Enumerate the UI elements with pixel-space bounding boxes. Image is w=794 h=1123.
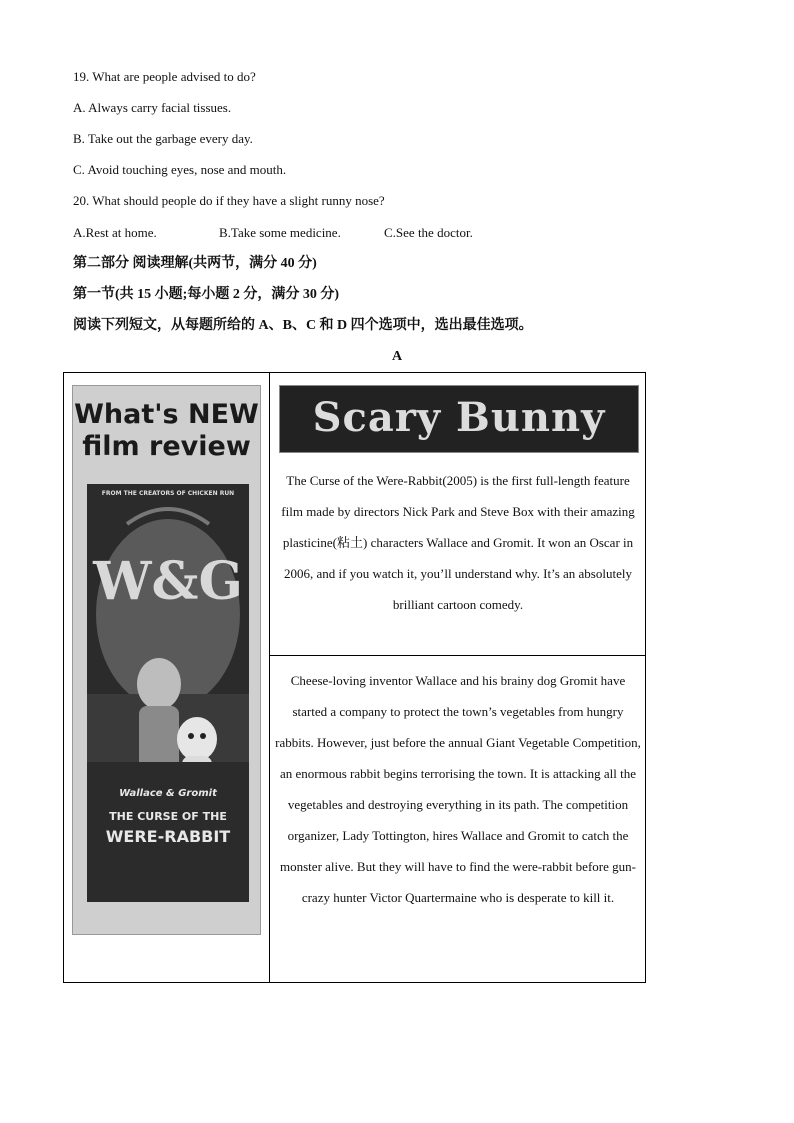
q19-option-c: C. Avoid touching eyes, nose and mouth. (73, 162, 287, 177)
poster-artwork (87, 484, 249, 902)
poster-brand: Wallace & Gromit (119, 788, 217, 799)
instruction: 阅读下列短文，从每题所给的 A、B、C 和 D 四个选项中，选出最佳选项。 (73, 318, 533, 333)
q20-option-c: C.See the doctor. (384, 225, 473, 240)
q19-stem: 19. What are people advised to do? (73, 69, 256, 84)
table-divider-horizontal (270, 655, 645, 656)
table-divider-vertical (269, 373, 270, 982)
scary-bunny-banner (279, 385, 639, 453)
part-heading: 第二部分 阅读理解(共两节，满分 40 分) (73, 256, 317, 271)
intro-paragraph: The Curse of the Were-Rabbit(2005) is the first full-length feature film made by directors Nick Park and Steve Box with their amazing plasticine(粘土) characters Wallace and Gromit. It won an Oscar in 2006, and if you watch it, you’ll understand why. It’s an absolutely brilliant cartoon comedy. (281, 473, 635, 612)
q20-option-b: B.Take some medicine. (219, 225, 341, 240)
q20-option-a: A.Rest at home. (73, 225, 157, 240)
q20-stem: 20. What should people do if they have a slight runny nose? (73, 193, 385, 208)
subsection-heading: 第一节(共 15 小题;每小题 2 分，满分 30 分) (73, 287, 339, 302)
q19-option-b: B. Take out the garbage every day. (73, 131, 253, 146)
poster-logo: W&G (93, 551, 243, 612)
movie-poster (72, 385, 261, 935)
poster-credit: FROM THE CREATORS OF CHICKEN RUN (101, 490, 235, 497)
passage-letter: A (391, 349, 403, 364)
banner-title: Scary Bunny (312, 394, 606, 441)
poster-movie-line1: THE CURSE OF THE (109, 810, 227, 823)
plot-paragraph: Cheese-loving inventor Wallace and his brainy dog Gromit have started a company to protect the town’s vegetables from hungry rabbits. However, just before the annual Giant Vegetable Competition, an enormous rabbit begins terrorising the town. It is attacking all the vegetables and destroying everything in its path. The competition organizer, Lady Tottington, hires Wallace and Gromit to catch the monster alive. But they will have to find the were-rabbit before gun-crazy hunter Victor Quartermaine who is desperate to kill it. (275, 673, 641, 905)
poster-title-line1: What's NEW (74, 399, 259, 430)
poster-bottom-panel (87, 762, 249, 902)
passage-table (63, 372, 646, 983)
q19-option-a: A. Always carry facial tissues. (73, 100, 232, 115)
poster-title-line2: film review (82, 431, 251, 462)
poster-movie-line2: WERE-RABBIT (105, 827, 231, 846)
